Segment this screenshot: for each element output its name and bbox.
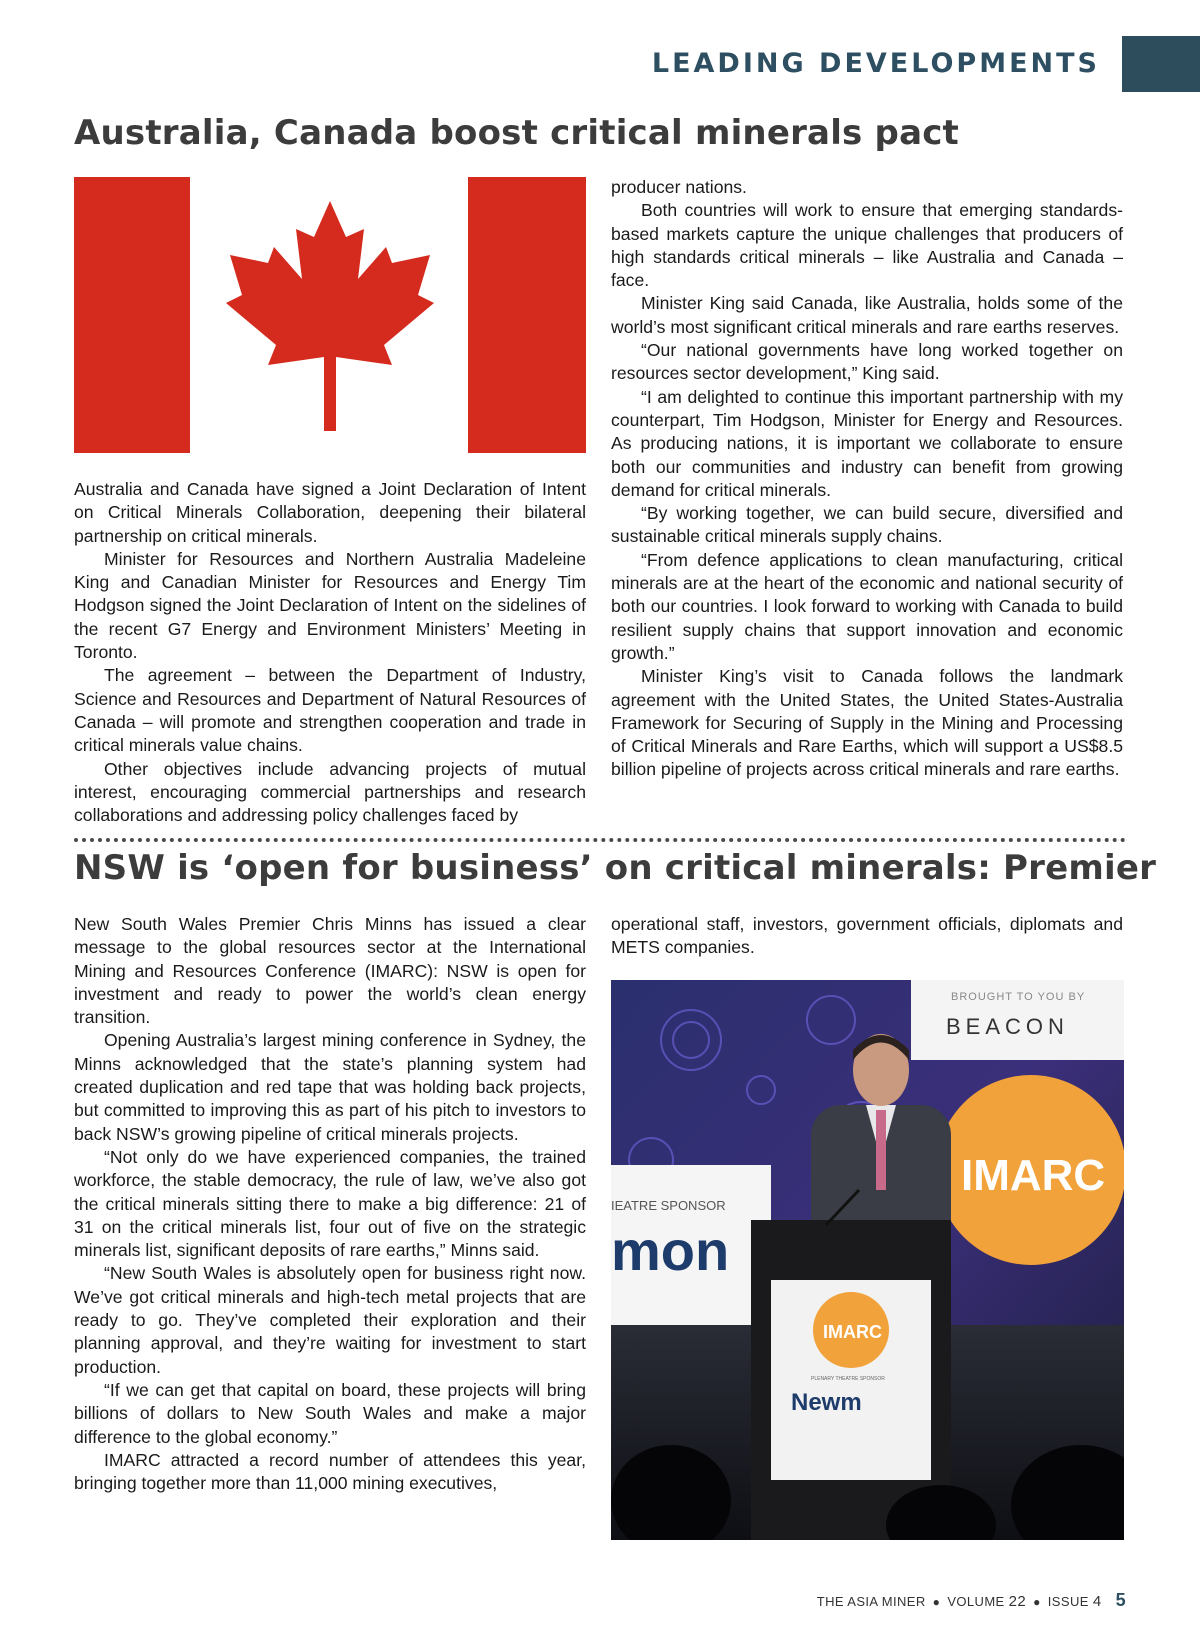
article-paragraph: Minister King’s visit to Canada follows the landmark agreement with the United States, the United States-Australia Framework for Securing of Supply in the Mining and Processing of Critical Minerals and Rare Earths, which will support a US$8.5 billion pipeline of projects across critical minerals and rare earths. xyxy=(611,666,1123,780)
article-paragraph: Minister for Resources and Northern Australia Madeleine King and Canadian Minister for Resources and Energy Tim Hodgson signed the Joint Declaration of Intent on the sidelines of the recent G7 Energy and Environment Ministers’ Meeting in Toronto. xyxy=(74,548,586,663)
issue-label: ISSUE xyxy=(1047,1594,1089,1609)
volume-number: 22 xyxy=(1008,1593,1027,1610)
article-paragraph: Australia and Canada have signed a Joint Declaration of Intent on Critical Minerals Collaboration, deepening their bilateral partnership on critical minerals. xyxy=(74,479,586,546)
podium-brand-text: Newm xyxy=(791,1389,862,1416)
partial-brand-text: mon xyxy=(611,1219,730,1282)
photo-illustration xyxy=(611,980,1124,1540)
podium xyxy=(751,1190,951,1540)
canada-flag-image xyxy=(74,177,586,453)
bullet-separator: ● xyxy=(1033,1595,1041,1609)
article-paragraph: “From defence applications to clean manufacturing, critical minerals are at the heart of the economic and national security of both our countries. I look forward to working with Canada to build resilient supply chains that support innovation and economic growth.” xyxy=(611,549,1123,663)
page-number: 5 xyxy=(1115,1590,1126,1610)
article-paragraph: “Not only do we have experienced companies, the trained workforce, the stable democracy, the rule of law, we’ve also got the critical minerals sitting there to make a big difference: 21 of 31 on the critical minerals list, four out of five on the strategic minerals list, significant deposits of rare earths,” Minns said. xyxy=(74,1146,586,1261)
article-paragraph: Both countries will work to ensure that emerging standards-based markets capture the unique challenges that producers of high standards critical minerals – like Australia and Canada – face. xyxy=(611,200,1123,291)
theatre-sponsor-text: IEATRE SPONSOR xyxy=(611,1198,726,1213)
bullet-separator: ● xyxy=(932,1595,941,1609)
podium-small-text: PLENARY THEATRE SPONSOR xyxy=(811,1376,885,1382)
imarc-logo-text: IMARC xyxy=(961,1151,1106,1200)
article-1-right-column xyxy=(611,176,1123,782)
article-paragraph: Minister King said Canada, like Australia, holds some of the world’s most significant critical minerals and rare earths reserves. xyxy=(611,293,1123,337)
article-paragraph: “I am delighted to continue this important partnership with my counterpart, Tim Hodgson, Minister for Energy and Resources. As producing nations, it is important we collaborate to ensure both our communities and industry can benefit from growing demand for critical minerals. xyxy=(611,386,1123,500)
beacon-logo-text: BEACON xyxy=(946,1014,1069,1039)
article-paragraph: New South Wales Premier Chris Minns has issued a clear message to the global resources sector at the International Mining and Resources Conference (IMARC): NSW is open for investment and ready to power the world’s clean energy transition. xyxy=(74,914,586,1028)
article-paragraph: Opening Australia’s largest mining conference in Sydney, the Minns acknowledged that the state’s planning system had created duplication and red tape that was holding back projects, but committed to improving this as part of his pitch to investors to back NSW’s growing pipeline of critical minerals projects. xyxy=(74,1030,586,1144)
flag-right-bar xyxy=(468,177,586,453)
article-paragraph: The agreement – between the Department of Industry, Science and Resources and Department of Natural Resources of Canada – will promote and strengthen cooperation and trade in critical minerals value chains. xyxy=(74,665,586,756)
article-2-left-column xyxy=(74,913,586,1495)
article-2-headline: NSW is ‘open for business’ on critical minerals: Premier xyxy=(74,848,1157,888)
article-paragraph: “If we can get that capital on board, these projects will bring billions of dollars to New South Wales and make a major difference to the global economy.” xyxy=(74,1379,586,1447)
article-1-headline: Australia, Canada boost critical minerals pact xyxy=(74,113,960,153)
article-paragraph: producer nations. xyxy=(611,177,747,197)
article-2-right-column xyxy=(611,913,1123,960)
article-paragraph: “By working together, we can build secure, diversified and sustainable critical minerals supply chains. xyxy=(611,503,1123,547)
article-1-left-column xyxy=(74,478,586,827)
podium-imarc-text: IMARC xyxy=(823,1322,882,1342)
flag-left-bar xyxy=(74,177,190,453)
section-tab xyxy=(1122,36,1200,92)
speaker-tie xyxy=(876,1110,886,1190)
article-paragraph: operational staff, investors, government officials, diplomats and METS companies. xyxy=(611,914,1123,958)
section-label: LEADING DEVELOPMENTS xyxy=(651,48,1100,79)
article-paragraph: IMARC attracted a record number of attendees this year, bringing together more than 11,000 mining executives, xyxy=(74,1449,586,1494)
publication-name: THE ASIA MINER xyxy=(816,1594,926,1609)
section-divider xyxy=(74,838,1126,842)
volume-label: VOLUME xyxy=(947,1594,1005,1609)
article-paragraph: “New South Wales is absolutely open for business right now. We’ve got critical minerals and high-tech metal projects that are ready to go. They’ve completed their exploration and their planning approval, and they’re waiting for investment to start production. xyxy=(74,1263,586,1377)
brought-by-text: BROUGHT TO YOU BY xyxy=(951,991,1086,1003)
imarc-speaker-photo xyxy=(611,980,1124,1540)
article-paragraph: “Our national governments have long worked together on resources sector development,” King said. xyxy=(611,340,1123,384)
article-paragraph: Other objectives include advancing projects of mutual interest, encouraging commercial partnerships and research collaborations and addressing policy challenges faced by xyxy=(74,758,586,826)
page-footer xyxy=(817,1590,1126,1611)
issue-number: 4 xyxy=(1092,1593,1102,1610)
